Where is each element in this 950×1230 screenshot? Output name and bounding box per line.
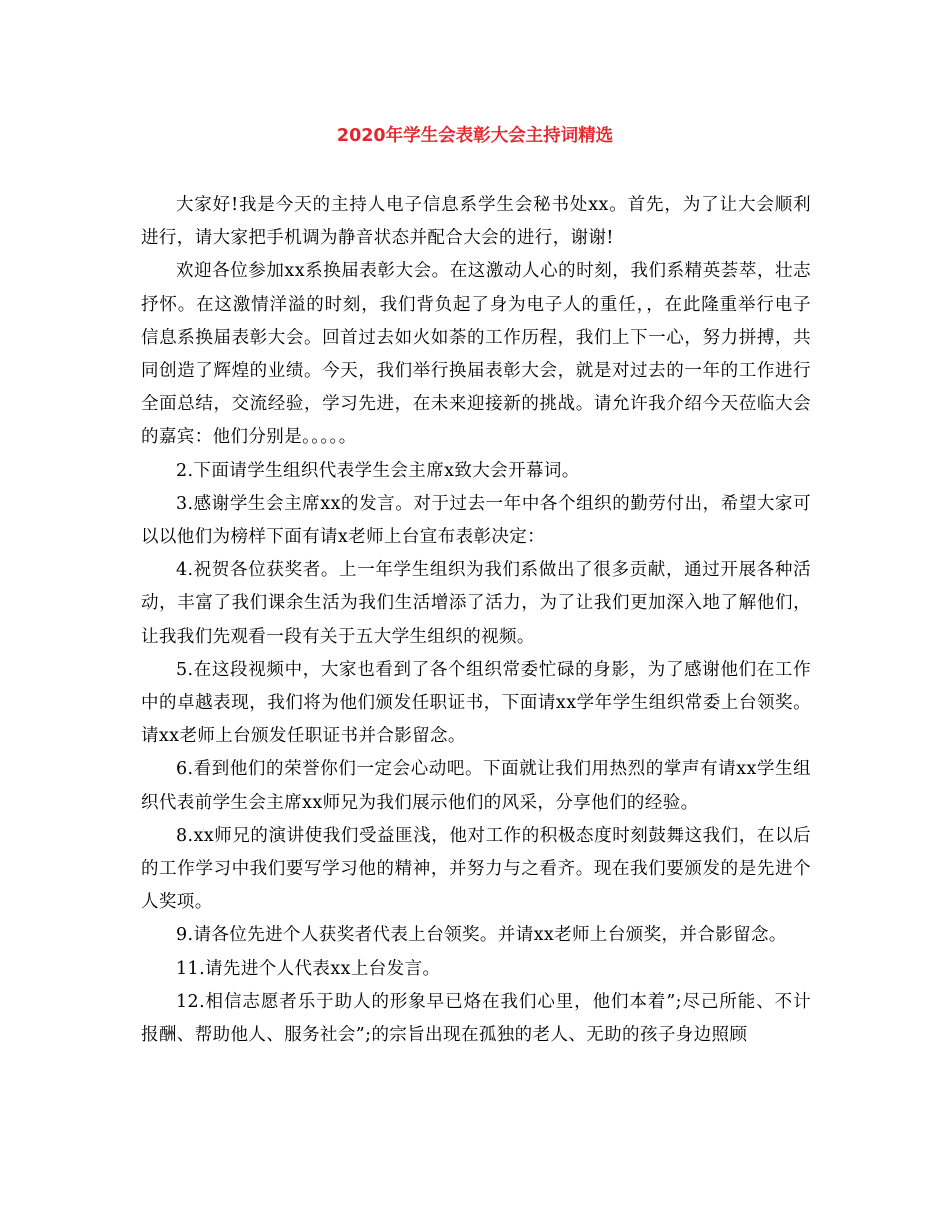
paragraph-item-3: 3.感谢学生会主席xx的发言。对于过去一年中各个组织的勤劳付出，希望大家可以以他们为榜样下面有请x老师上台宣布表彰决定： bbox=[141, 493, 811, 548]
paragraph-item-2: 2.下面请学生组织代表学生会主席x致大会开幕词。 bbox=[176, 460, 580, 481]
paragraph-item-5: 5.在这段视频中，大家也看到了各个组织常委忙碌的身影，为了感谢他们在工作中的卓越表现，我们将为他们颁发任职证书，下面请xx学年学生组织常委上台领奖。请xx老师上台颁发任职证书并合影留念。 bbox=[141, 659, 811, 747]
paragraph-item-4: 4.祝贺各位获奖者。上一年学生组织为我们系做出了很多贡献，通过开展各种活动，丰富了我们课余生活为我们生活增添了活力，为了让我们更加深入地了解他们，让我我们先观看一段有关于五大学生组织的视频。 bbox=[141, 560, 811, 647]
paragraph-greeting: 大家好!我是今天的主持人电子信息系学生会秘书处xx。首先，为了让大会顺利进行，请大家把手机调为静音状态并配合大会的进行，谢谢! bbox=[141, 195, 811, 249]
paragraph-item-8: 8.xx师兄的演讲使我们受益匪浅，他对工作的积极态度时刻鼓舞这我们，在以后的工作学习中我们要写学习他的精神，并努力与之看齐。现在我们要颁发的是先进个人奖项。 bbox=[141, 825, 811, 913]
paragraph-item-11: 11.请先进个人代表xx上台发言。 bbox=[176, 958, 441, 979]
paragraph-welcome: 欢迎各位参加xx系换届表彰大会。在这激动人心的时刻，我们系精英荟萃，壮志抒怀。在这激情洋溢的时刻，我们背负起了身为电子人的重任，，在此隆重举行电子信息系换届表彰大会。回首过去如火如荼的工作历程，我们上下一心，努力拼搏，共同创造了辉煌的业绩。今天，我们举行换届表彰大会，就是对过去的一年的工作进行全面总结，交流经验，学习先进，在未来迎接新的挑战。请允许我介绍今天莅临大会的嘉宾：他们分别是。。。。。 bbox=[141, 261, 811, 448]
paragraph-item-12: 12.相信志愿者乐于助人的形象早已烙在我们心里，他们本着”;尽己所能、不计报酬、帮助他人、服务社会”;的宗旨出现在孤独的老人、无助的孩子身边照顾 bbox=[141, 991, 811, 1046]
document-title: 2020年学生会表彰大会主持词精选 bbox=[336, 126, 614, 146]
paragraph-item-9: 9.请各位先进个人获奖者代表上台领奖。并请xx老师上台颁奖，并合影留念。 bbox=[176, 925, 787, 946]
paragraph-item-6: 6.看到他们的荣誉你们一定会心动吧。下面就让我们用热烈的掌声有请xx学生组织代表前学生会主席xx师兄为我们展示他们的风采，分享他们的经验。 bbox=[141, 759, 811, 813]
document-body bbox=[141, 189, 811, 1052]
